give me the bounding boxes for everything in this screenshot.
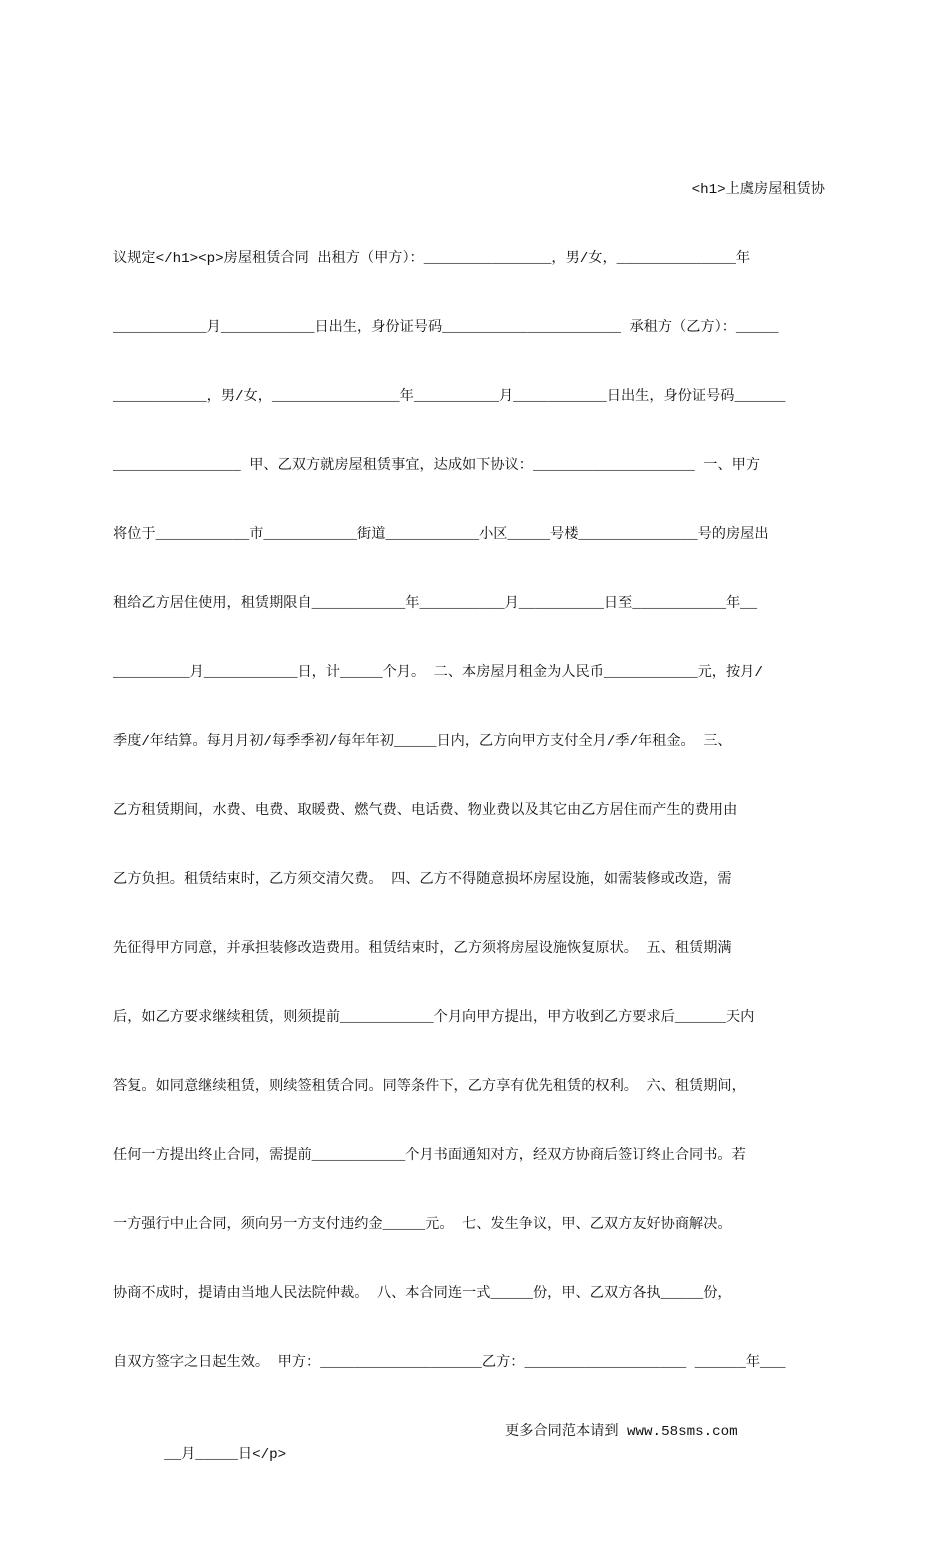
text-line-7: 租给乙方居住使用，租赁期限自___________年__________月__________日至___________年__ [113, 596, 758, 612]
footer-website-link[interactable]: 更多合同范本请到 www.58sms.com [505, 1424, 738, 1440]
text-line-19 [113, 1421, 839, 1513]
text-line-1: <h1>上虞房屋租赁协 [691, 182, 825, 198]
text-line-12: 先征得甲方同意，并承担装修改造费用。租赁结束时，乙方须将房屋设施恢复原状。 五、租赁期满 [113, 941, 732, 957]
text-line-17: 协商不成时，提请由当地人民法院仲裁。 八、本合同连一式_____份，甲、乙双方各执_____份， [113, 1286, 732, 1302]
text-line-8: _________月___________日，计_____个月。 二、本房屋月租金为人民币___________元，按月/ [113, 665, 763, 681]
text-line-18: 自双方签字之日起生效。 甲方：___________________乙方：___________________ ______年___ [113, 1355, 786, 1371]
text-line-19-content: __月_____日</p> [164, 1447, 287, 1463]
text-line-13: 后，如乙方要求继续租赁，则须提前___________个月向甲方提出，甲方收到乙方要求后______天内 [113, 1010, 755, 1026]
text-line-2: 议规定</h1><p>房屋租赁合同 出租方（甲方）：_______________，男/女，______________年 [113, 251, 751, 267]
text-line-5: _______________ 甲、乙双方就房屋租赁事宜，达成如下协议：___________________ 一、甲方 [113, 458, 761, 474]
text-line-15: 任何一方提出终止合同，需提前___________个月书面通知对方，经双方协商后签订终止合同书。若 [113, 1148, 746, 1164]
contract-text [113, 133, 839, 1559]
text-line-16: 一方强行中止合同，须向另一方支付违约金_____元。 七、发生争议，甲、乙双方友好协商解决。 [113, 1217, 732, 1233]
text-line-4: ___________，男/女，_______________年__________月___________日出生，身份证号码______ [113, 389, 786, 405]
text-line-9: 季度/年结算。每月月初/每季季初/每年年初_____日内，乙方向甲方支付全月/季/年租金。 三、 [113, 734, 732, 750]
text-line-11: 乙方负担。租赁结束时，乙方须交清欠费。 四、乙方不得随意损坏房屋设施，如需装修或改造，需 [113, 872, 732, 888]
text-line-10: 乙方租赁期间，水费、电费、取暖费、燃气费、电话费、物业费以及其它由乙方居住而产生的费用由 [113, 803, 738, 819]
text-line-3: ___________月___________日出生，身份证号码_____________________ 承租方（乙方）：_____ [113, 320, 779, 336]
text-line-14: 答复。如同意继续租赁，则续签租赁合同。同等条件下，乙方享有优先租赁的权利。 六、租赁期间， [113, 1079, 746, 1095]
text-line-6: 将位于___________市___________街道___________小区_____号楼______________号的房屋出 [113, 527, 769, 543]
